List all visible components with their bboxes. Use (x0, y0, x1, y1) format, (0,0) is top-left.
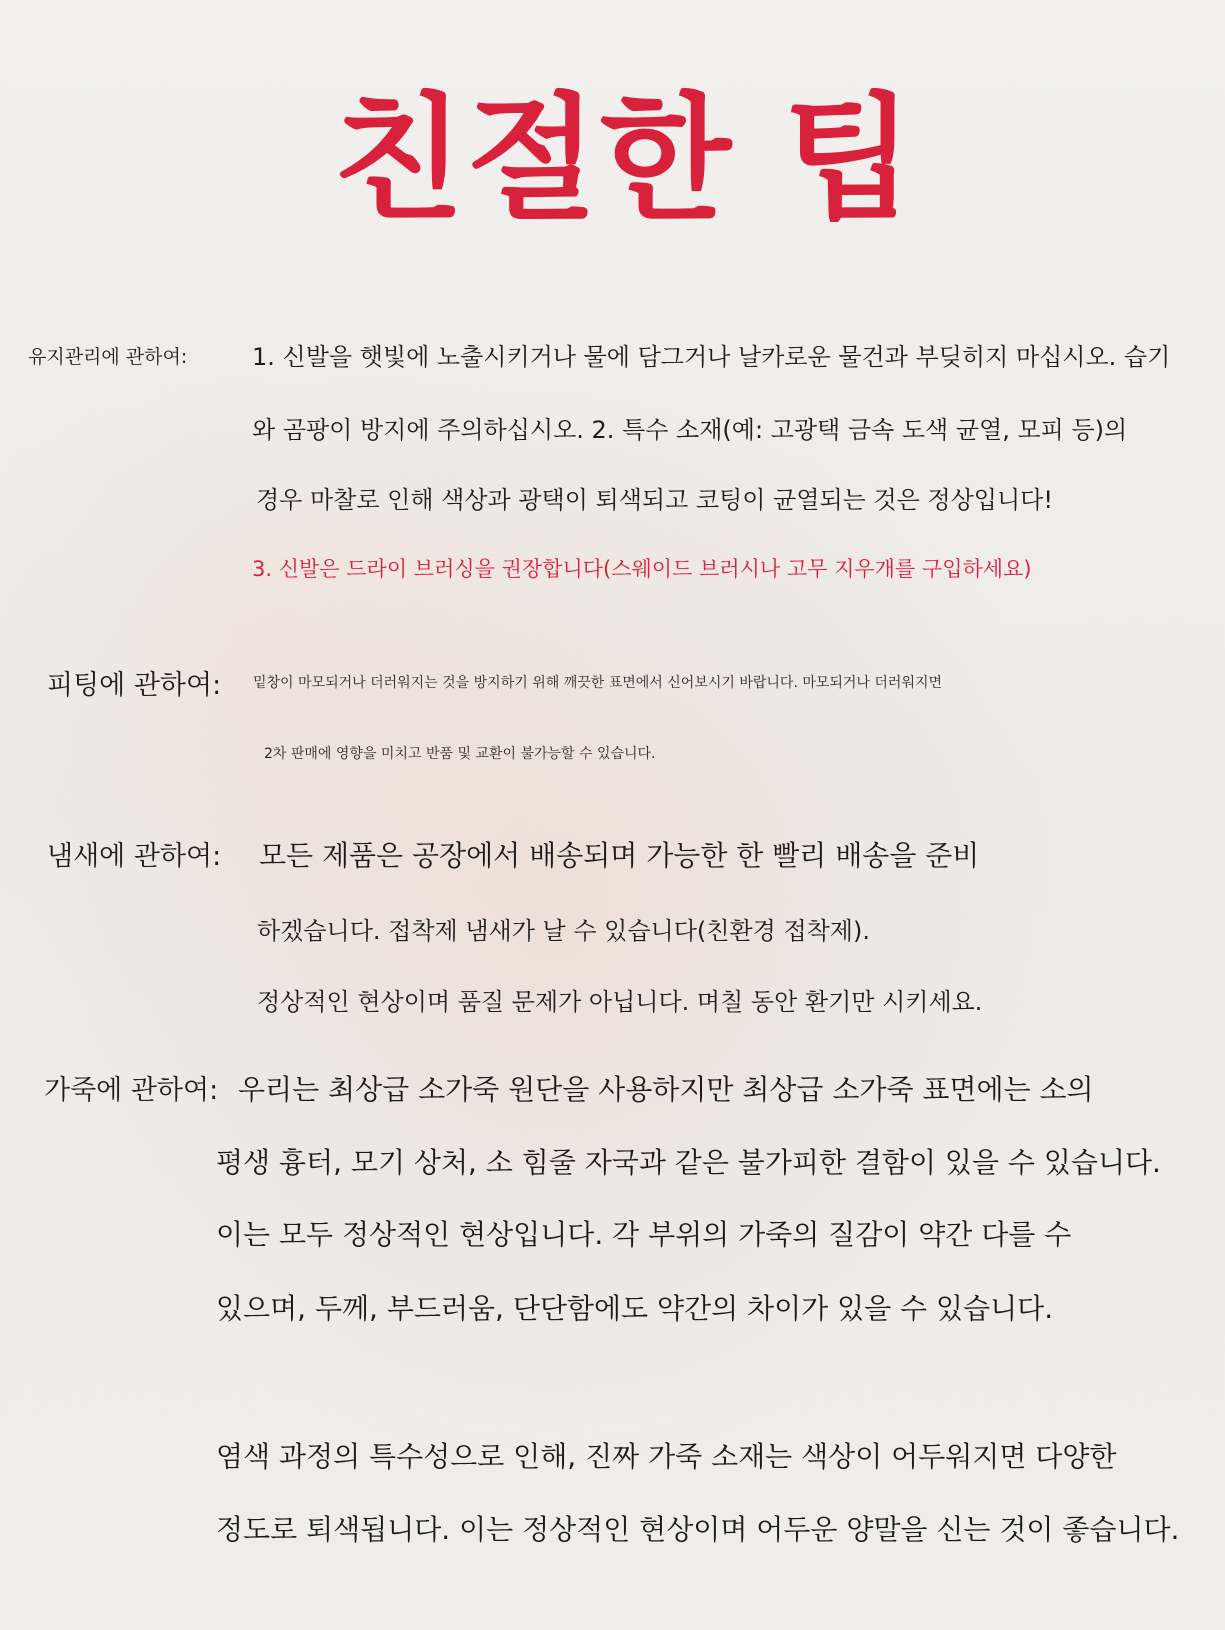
leather-line-3: 이는 모두 정상적인 현상입니다. 각 부위의 가죽의 질감이 약간 다를 수 (216, 1218, 1072, 1251)
fitting-label: 피팅에 관하여: (47, 670, 222, 701)
fitting-line-2: 2차 판매에 영향을 미치고 반품 및 교환이 불가능할 수 있습니다. (264, 746, 656, 762)
maintenance-line-2: 와 곰팡이 방지에 주의하십시오. 2. 특수 소재(예: 고광택 금속 도색 균열, 모피 등)의 (252, 416, 1128, 444)
leather-line-1: 우리는 최상급 소가죽 원단을 사용하지만 최상급 소가죽 표면에는 소의 (238, 1073, 1094, 1106)
smell-line-2: 하겠습니다. 접착제 냄새가 날 수 있습니다(친환경 접착제). (257, 917, 870, 945)
smell-label: 냄새에 관하여: (47, 841, 222, 872)
smell-line-1: 모든 제품은 공장에서 배송되며 가능한 한 빨리 배송을 준비 (259, 839, 980, 872)
smell-line-3: 정상적인 현상이며 품질 문제가 아닙니다. 며칠 동안 환기만 시키세요. (257, 988, 983, 1016)
maintenance-highlight: 3. 신발은 드라이 브러싱을 권장합니다(스웨이드 브러시나 고무 지우개를 구입하세요) (252, 557, 1032, 581)
maintenance-line-3: 경우 마찰로 인해 색상과 광택이 퇴색되고 코팅이 균열되는 것은 정상입니다! (256, 486, 1053, 514)
maintenance-label: 유지관리에 관하여: (28, 346, 188, 368)
leather-line-2: 평생 흉터, 모기 상처, 소 힘줄 자국과 같은 불가피한 결함이 있을 수 있습니다. (216, 1146, 1161, 1179)
page-title: 친절한 팁 (333, 81, 916, 239)
leather-label: 가죽에 관하여: (44, 1075, 219, 1106)
leather-dye-line-1: 염색 과정의 특수성으로 인해, 진짜 가죽 소재는 색상이 어두워지면 다양한 (216, 1440, 1117, 1473)
leather-line-4: 있으며, 두께, 부드러움, 단단함에도 약간의 차이가 있을 수 있습니다. (216, 1292, 1054, 1325)
leather-dye-line-2: 정도로 퇴색됩니다. 이는 정상적인 현상이며 어두운 양말을 신는 것이 좋습니다. (216, 1513, 1180, 1546)
fitting-line-1: 밑창이 마모되거나 더러워지는 것을 방지하기 위해 깨끗한 표면에서 신어보시기 바랍니다. 마모되거나 더러워지면 (253, 675, 943, 691)
maintenance-line-1: 1. 신발을 햇빛에 노출시키거나 물에 담그거나 날카로운 물건과 부딪히지 마십시오. 습기 (252, 343, 1171, 371)
